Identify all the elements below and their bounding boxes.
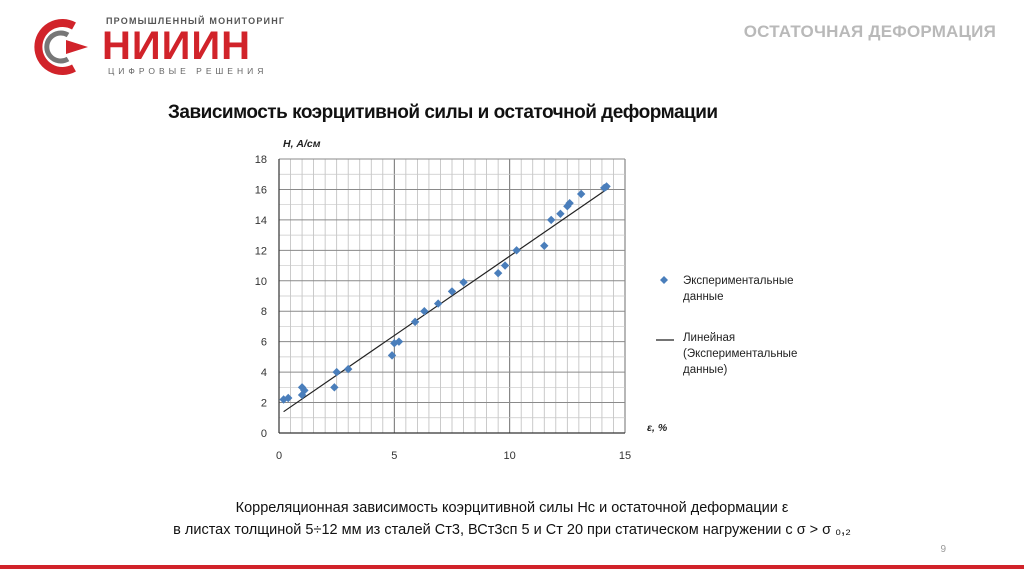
data-points (279, 182, 610, 404)
data-point (388, 351, 396, 359)
x-tick-label: 5 (391, 450, 398, 462)
data-point (330, 383, 338, 391)
data-point (434, 299, 442, 307)
data-point (420, 307, 428, 315)
y-tick-label: 8 (260, 306, 267, 319)
logo-sub-text: ЦИФРОВЫЕ РЕШЕНИЯ (108, 66, 268, 76)
legend-label-scatter: данные (683, 291, 724, 303)
data-point (556, 210, 564, 218)
data-point (494, 269, 502, 277)
data-point (332, 368, 340, 376)
y-tick-label: 0 (260, 428, 267, 440)
caption-line-1: Корреляционная зависимость коэрцитивной силы Нс и остаточной деформации ε (235, 500, 789, 516)
legend-marker-diamond (660, 276, 668, 284)
y-tick-label: 16 (254, 184, 267, 197)
caption-line-2: в листах толщиной 5÷12 мм из сталей Ст3, ВСт3сп 5 и Ст 20 при статическом нагружении с σ > σ ₀,₂ (173, 522, 851, 538)
logo-main-text: НИИИН (102, 24, 252, 68)
y-tick-label: 10 (254, 275, 267, 288)
section-title: ОСТАТОЧНАЯ ДЕФОРМАЦИЯ (743, 22, 996, 41)
page-number: 9 (940, 544, 946, 555)
x-tick-label: 0 (275, 450, 283, 462)
x-axis-label: ε, % (647, 422, 668, 434)
y-tick-label: 18 (254, 154, 267, 166)
data-point (501, 261, 509, 269)
x-tick-label: 15 (618, 450, 632, 462)
data-point (577, 190, 585, 198)
chart-title: Зависимость коэрцитивной силы и остаточной деформации (168, 102, 718, 123)
trendline-layer (284, 188, 609, 412)
y-tick-label: 6 (260, 336, 267, 349)
y-tick-label: 4 (260, 367, 267, 380)
logo-top-text: ПРОМЫШЛЕННЫЙ МОНИТОРИНГ (106, 16, 286, 26)
legend-label-trendline: данные) (683, 364, 728, 376)
footer-accent-line (0, 565, 1024, 569)
chart-tick-labels (255, 154, 631, 462)
y-axis-label: Н, А/см (283, 138, 321, 150)
data-point (540, 242, 548, 250)
y-tick-label: 12 (254, 245, 267, 258)
legend-label-trendline: (Экспериментальные (683, 348, 798, 360)
legend-label-scatter: Экспериментальные (683, 275, 794, 287)
y-tick-label: 2 (260, 397, 267, 410)
y-tick-label: 14 (254, 214, 267, 227)
legend-label-trendline: Линейная (683, 332, 736, 344)
chart-legend (656, 275, 797, 376)
data-point (547, 216, 555, 224)
x-tick-label: 10 (503, 450, 516, 462)
trendline (284, 188, 609, 412)
